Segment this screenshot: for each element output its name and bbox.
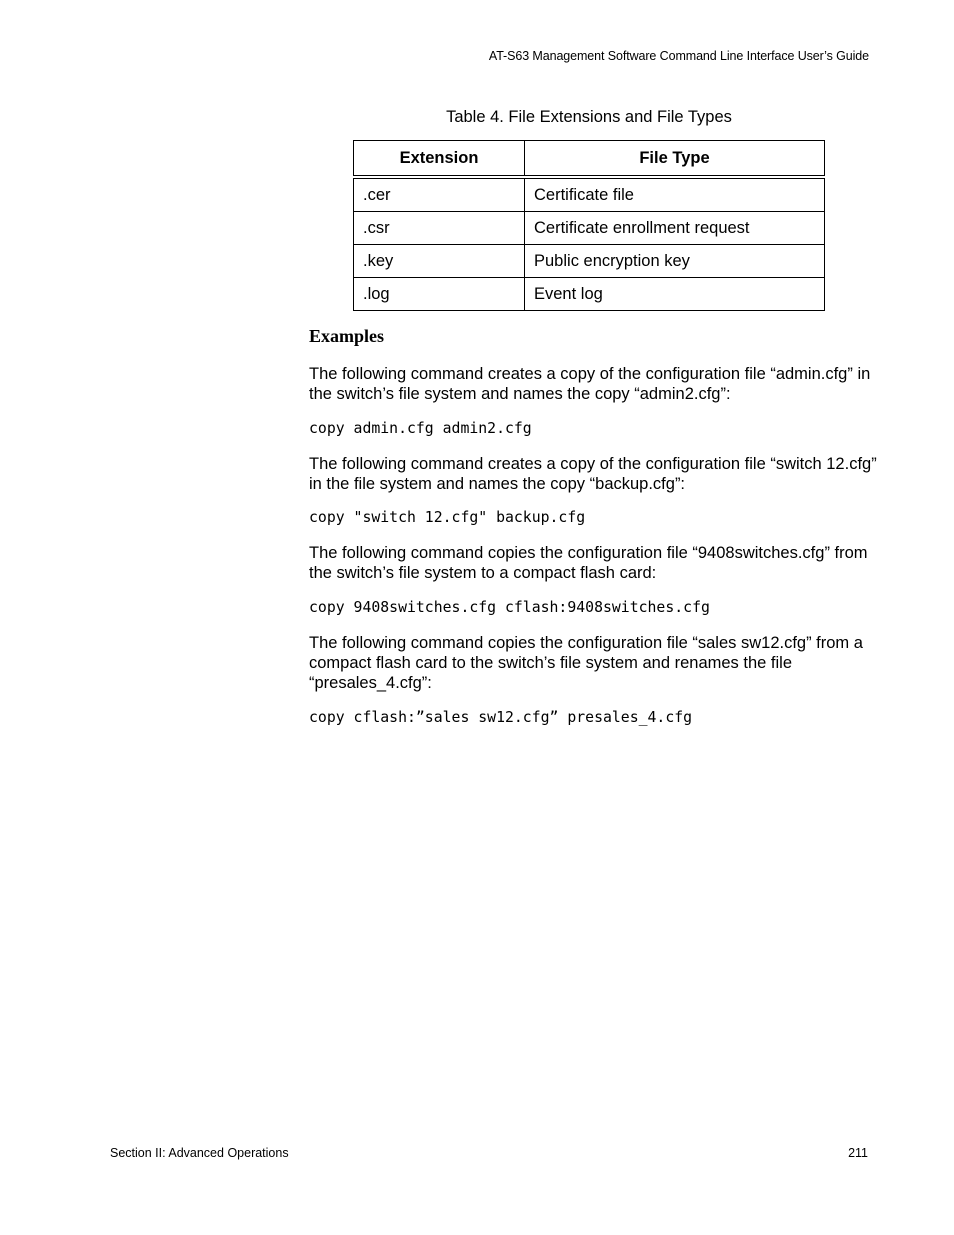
column-header-file-type: File Type bbox=[525, 141, 825, 178]
file-type-cell: Event log bbox=[525, 278, 825, 311]
example-description: The following command copies the configuration file “9408switches.cfg” from the switch’s file system to a compact flash card: bbox=[309, 544, 868, 583]
file-type-cell: Public encryption key bbox=[525, 245, 825, 278]
examples-heading: Examples bbox=[309, 326, 385, 346]
example-command: copy "switch 12.cfg" backup.cfg bbox=[309, 509, 586, 527]
table-row bbox=[354, 278, 825, 311]
table-row bbox=[354, 177, 825, 212]
example-description: The following command creates a copy of the configuration file “switch 12.cfg” in the file system and names the copy “backup.cfg”: bbox=[309, 454, 877, 493]
file-type-cell: Certificate enrollment request bbox=[525, 212, 825, 245]
extension-cell: .key bbox=[354, 245, 525, 278]
file-extensions-table bbox=[353, 140, 825, 311]
example-command: copy admin.cfg admin2.cfg bbox=[309, 419, 532, 437]
column-header-extension: Extension bbox=[354, 141, 525, 178]
file-type-cell: Certificate file bbox=[525, 177, 825, 212]
footer-section-title: Section II: Advanced Operations bbox=[110, 1146, 289, 1160]
table-caption: Table 4. File Extensions and File Types bbox=[446, 108, 732, 126]
footer-page-number: 211 bbox=[848, 1146, 868, 1160]
examples-section bbox=[309, 326, 879, 743]
extension-cell: .cer bbox=[354, 177, 525, 212]
extension-cell: .log bbox=[354, 278, 525, 311]
extension-cell: .csr bbox=[354, 212, 525, 245]
table-row bbox=[354, 212, 825, 245]
table-row bbox=[354, 245, 825, 278]
example-description: The following command creates a copy of the configuration file “admin.cfg” in the switch’s file system and names the copy “admin2.cfg”: bbox=[309, 365, 871, 404]
running-header: AT-S63 Management Software Command Line Interface User’s Guide bbox=[488, 49, 869, 63]
example-command: copy cflash:”sales sw12.cfg” presales_4.cfg bbox=[309, 708, 693, 726]
example-description: The following command copies the configuration file “sales sw12.cfg” from a compact flash card to the switch’s file system and renames the file “presales_4.cfg”: bbox=[309, 633, 863, 693]
table-header-row bbox=[354, 141, 825, 178]
example-command: copy 9408switches.cfg cflash:9408switches.cfg bbox=[309, 598, 710, 616]
